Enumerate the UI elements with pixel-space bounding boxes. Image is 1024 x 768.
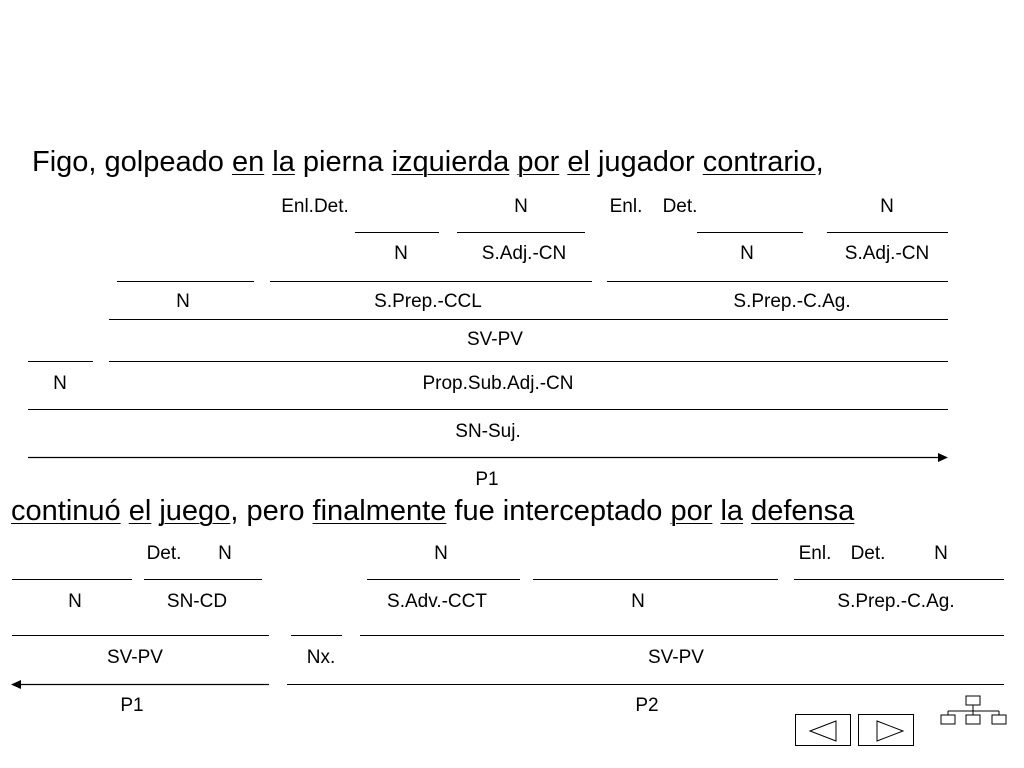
label-sadj-cn: S.Adj.-CN xyxy=(844,243,930,264)
label-sadj-cn: S.Adj.-CN xyxy=(481,243,567,264)
label-sn-suj: SN-Suj. xyxy=(455,421,521,442)
label-enl: Enl. xyxy=(609,196,643,217)
label-sprep-cag: S.Prep.-C.Ag. xyxy=(733,291,851,312)
label-det: Det. xyxy=(850,543,886,564)
label-n: N xyxy=(434,543,448,564)
label-sprep-cag: S.Prep.-C.Ag. xyxy=(837,591,955,612)
label-sv-pv: SV-PV xyxy=(107,647,163,668)
label-enl: Enl. xyxy=(798,543,832,564)
word-el: el xyxy=(567,146,590,178)
label-sv-pv: SV-PV xyxy=(467,329,523,350)
word-contrario: contrario xyxy=(702,146,816,178)
word-izquierda: izquierda xyxy=(391,146,510,178)
label-n: N xyxy=(880,196,894,217)
label-p2: P2 xyxy=(635,695,659,716)
text: jugador xyxy=(589,146,703,178)
label-p1: P1 xyxy=(475,469,499,490)
sitemap-icon[interactable] xyxy=(936,694,1008,734)
word-por: por xyxy=(670,495,713,527)
label-n: N xyxy=(68,591,82,612)
label-n: N xyxy=(934,543,948,564)
label-sprep-ccl: S.Prep.-CCL xyxy=(374,291,482,312)
label-n: N xyxy=(218,543,232,564)
word-por: por xyxy=(517,146,560,178)
word-el: el xyxy=(128,495,152,527)
next-slide-button[interactable] xyxy=(858,714,914,746)
label-n: N xyxy=(631,591,645,612)
label-n: N xyxy=(740,243,754,264)
label-enl-det: Enl.Det. xyxy=(281,196,349,217)
label-p1: P1 xyxy=(120,695,144,716)
word-la: la xyxy=(720,495,744,527)
label-sn-cd: SN-CD xyxy=(166,591,228,612)
label-det: Det. xyxy=(662,196,698,217)
text: , pero xyxy=(230,495,313,527)
arrow-right xyxy=(28,453,948,462)
label-n: N xyxy=(53,373,67,394)
label-n: N xyxy=(176,291,190,312)
word-en: en xyxy=(231,146,265,178)
word-finalmente: finalmente xyxy=(312,495,447,527)
label-nx: Nx. xyxy=(306,647,336,668)
arrow-left xyxy=(11,680,269,689)
text: Figo, golpeado xyxy=(32,146,232,178)
label-prop-sub-adj-cn: Prop.Sub.Adj.-CN xyxy=(422,373,574,394)
triangle-left-icon xyxy=(796,715,852,747)
word-continuo: continuó xyxy=(11,495,121,527)
label-n: N xyxy=(514,196,528,217)
text: fue interceptado xyxy=(446,495,671,527)
word-juego: juego xyxy=(159,495,231,527)
label-det: Det. xyxy=(146,543,182,564)
word-la: la xyxy=(272,146,295,178)
label-n: N xyxy=(394,243,408,264)
word-defensa: defensa xyxy=(751,495,855,527)
prev-slide-button[interactable] xyxy=(795,714,851,746)
label-sv-pv: SV-PV xyxy=(648,647,704,668)
triangle-right-icon xyxy=(859,715,915,747)
label-sadv-cct: S.Adv.-CCT xyxy=(387,591,487,612)
sentence-1: Figo, golpeado en la pierna izquierda por el jugador contrario, xyxy=(32,146,824,178)
text: pierna xyxy=(294,146,392,178)
